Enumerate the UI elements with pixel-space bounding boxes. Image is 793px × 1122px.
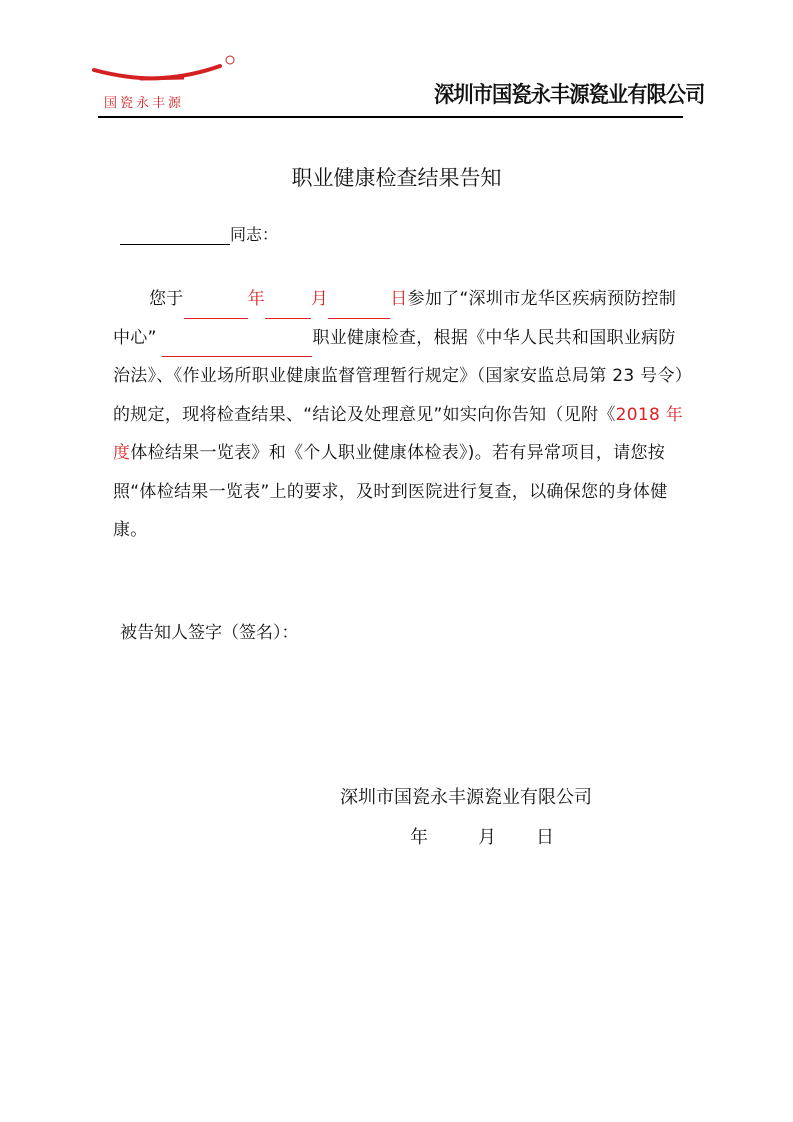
day-label: 日 [390, 289, 408, 309]
footer-day: 日 [536, 827, 554, 848]
footer-company-name: 深圳市国瓷永丰源瓷业有限公司 [340, 787, 592, 808]
name-blank[interactable] [120, 228, 230, 245]
month-blank[interactable] [265, 302, 311, 319]
logo-swoosh-icon [92, 54, 242, 94]
logo-text: 国瓷永丰源 [104, 96, 185, 111]
footer-date [410, 823, 554, 849]
month-label: 月 [310, 289, 329, 309]
document-title: 职业健康检查结果告知 [291, 166, 502, 190]
header-divider [98, 116, 683, 118]
salutation [120, 222, 278, 245]
highlight-year: 2018 年度 [113, 404, 684, 463]
notice-body [113, 280, 685, 550]
footer-month: 月 [478, 827, 496, 848]
year-label: 年 [247, 289, 265, 309]
text: 职业健康检查，根据《中华人民共和国职业病防治法》、《作业场所职业健康监督管理暂行规定》（国家安监总局第 23 号令）的规定，现将检查结果、“结论及处理意见”如实向你告知（见附《 [113, 327, 684, 425]
company-logo [92, 54, 242, 114]
footer-year: 年 [410, 827, 428, 848]
text: 体检结果一览表》和《个人职业健康体检表》)。若有异常项目，请您按照“体检结果一览表”上的要求，及时到医院进行复查，以确保您的身体健康。 [113, 443, 668, 540]
year-blank[interactable] [184, 302, 248, 319]
signature-label: 被告知人签字（签名）： [120, 623, 299, 643]
text: 您于 [149, 289, 184, 309]
exam-type-blank[interactable] [162, 340, 312, 357]
header-company-name: 深圳市国瓷永丰源瓷业有限公司 [434, 83, 705, 108]
text: 参加了“深圳市龙华区疾病预防控制中心” [113, 289, 677, 348]
day-blank[interactable] [328, 302, 390, 319]
salutation-text: 同志： [230, 225, 279, 244]
